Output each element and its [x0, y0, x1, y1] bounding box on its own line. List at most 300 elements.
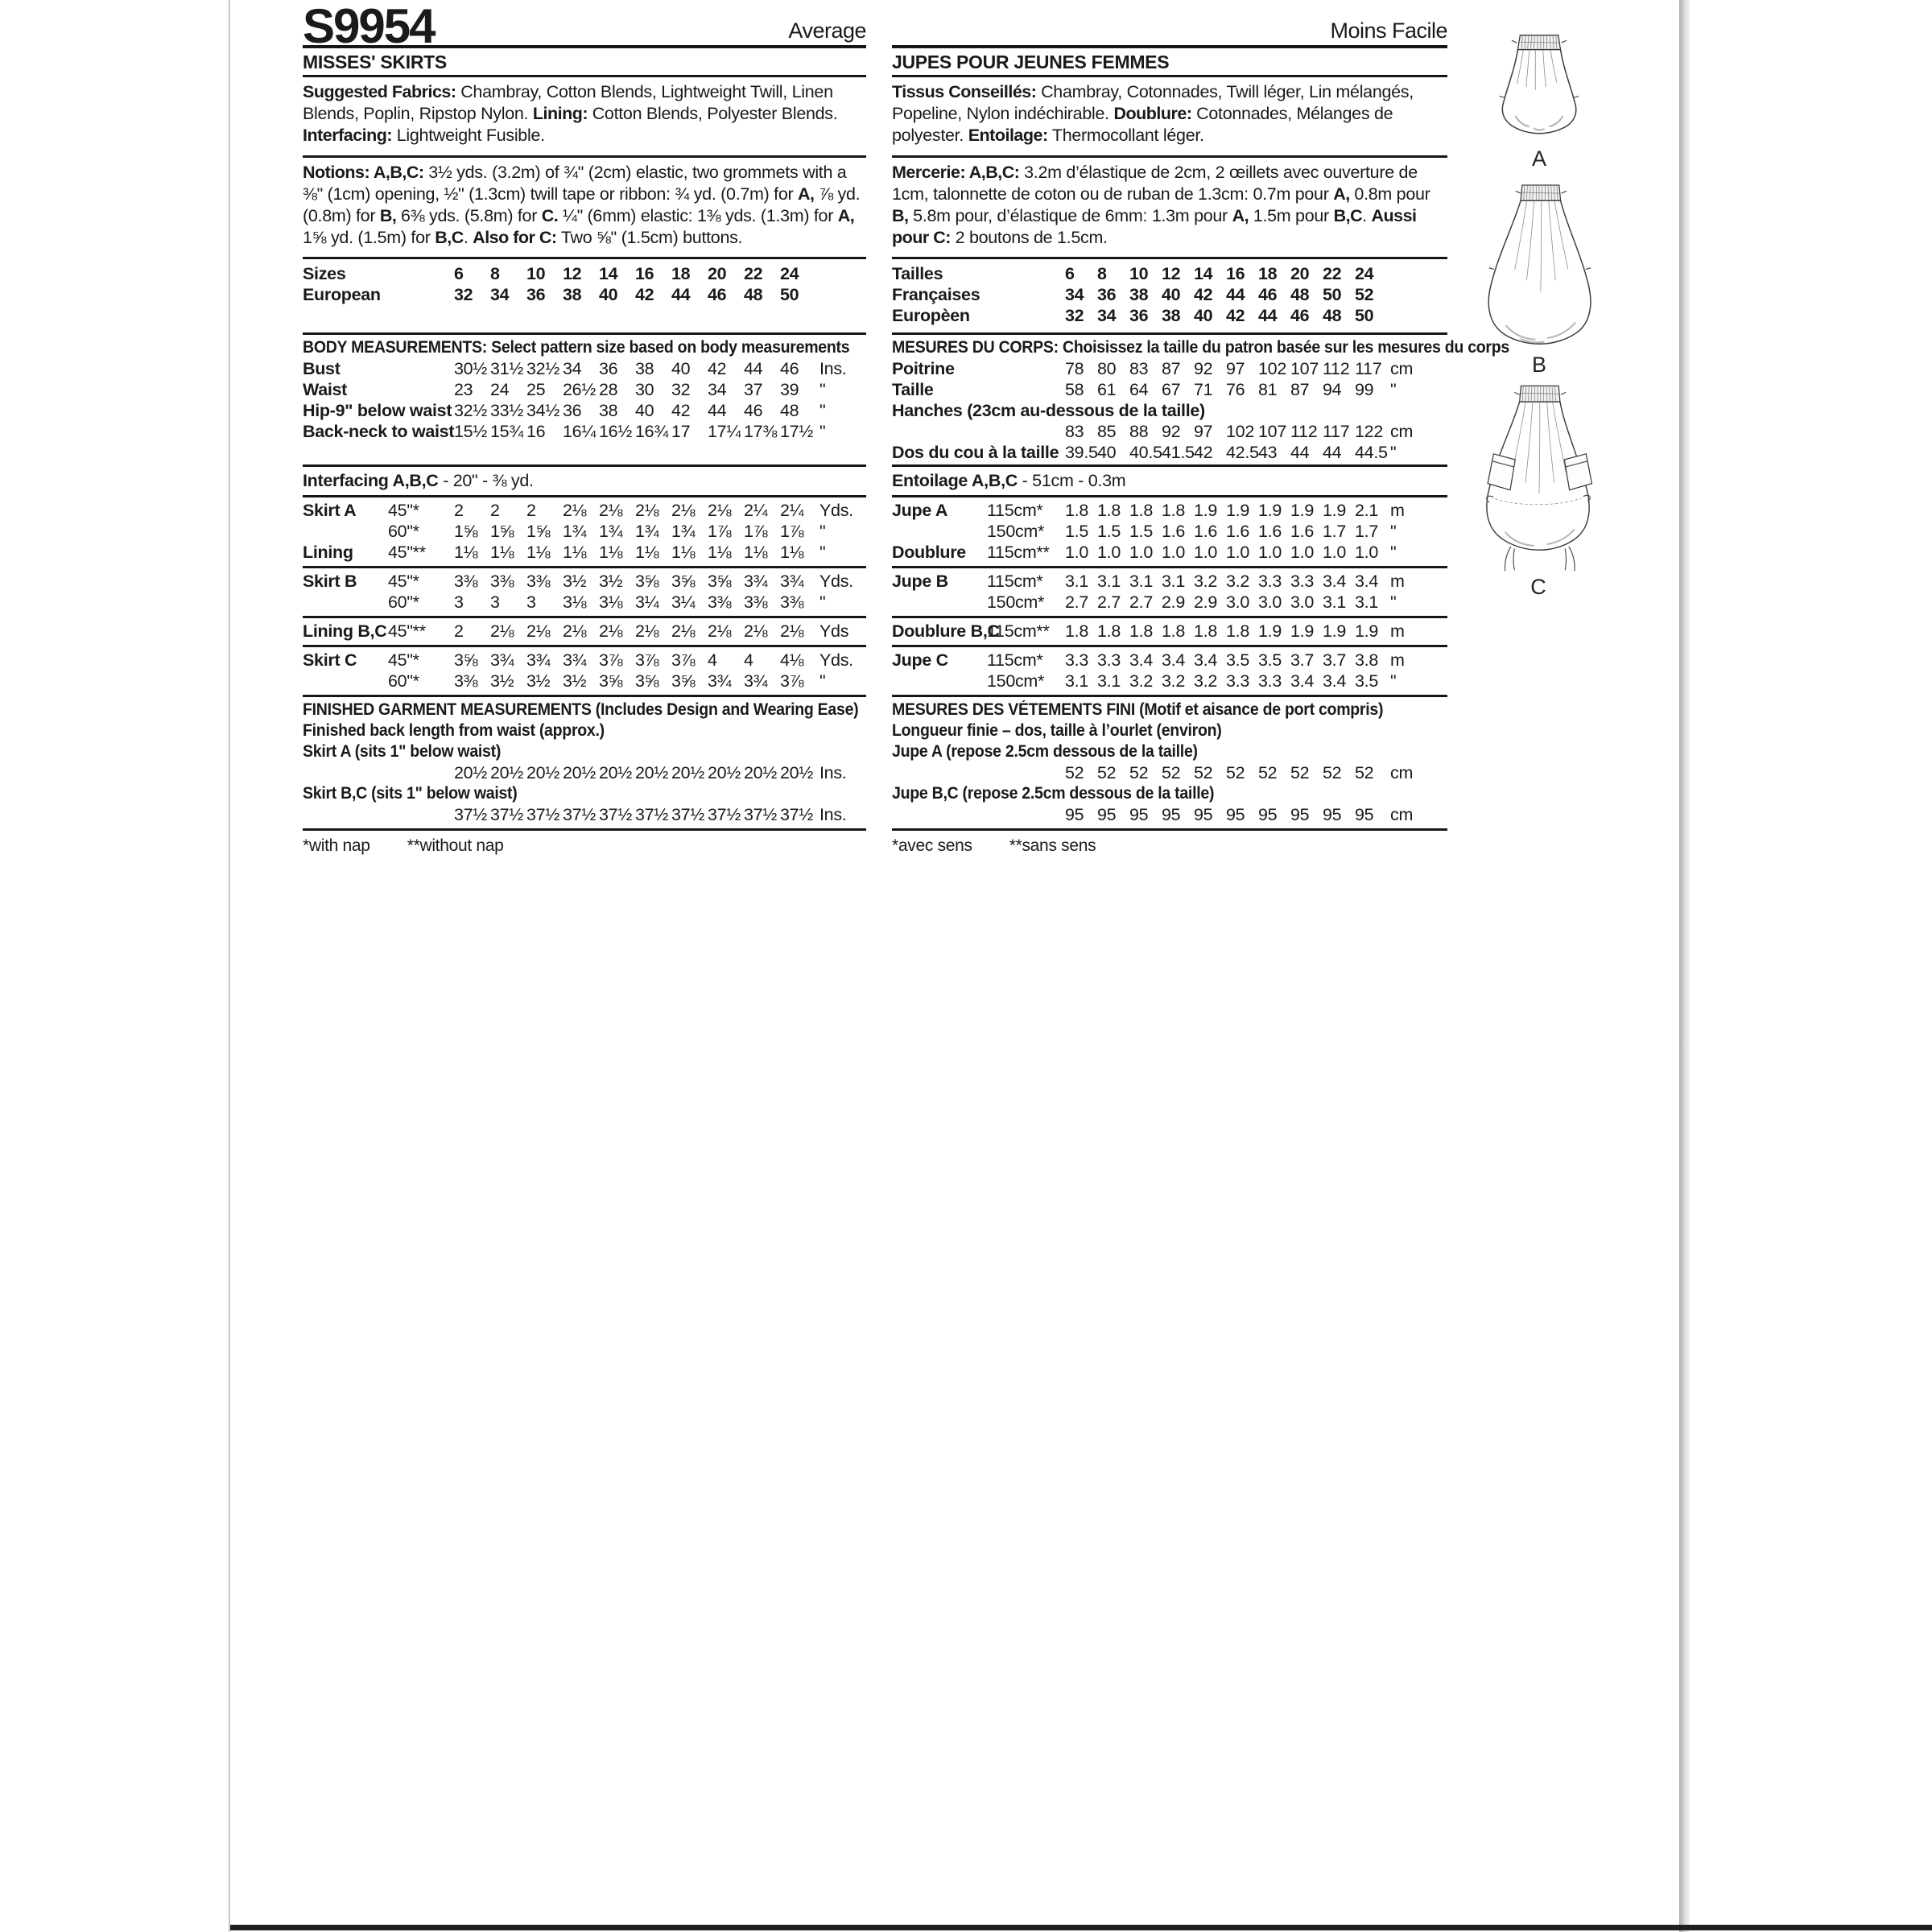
table-row	[892, 400, 1447, 421]
table-row	[303, 263, 866, 284]
value-cell: 3⅝	[454, 650, 478, 670]
value-cell: 88	[1129, 422, 1149, 441]
value-cell: 37½	[454, 805, 487, 824]
value-cell: 83	[1129, 359, 1149, 378]
value-cell: 92	[1162, 422, 1181, 441]
unit-cell: Ins.	[819, 359, 847, 378]
value-cell: 39	[780, 380, 799, 399]
value-cell: 2¼	[780, 501, 804, 520]
footnote-sans-sens: **sans sens	[1009, 836, 1096, 855]
finished-item-label: Jupe A (repose 2.5cm dessous de la taille)	[892, 742, 1198, 761]
value-cell: 2⅛	[744, 621, 768, 641]
value-cell: 32½	[526, 359, 559, 378]
interfacing-heading-en: Interfacing A,B,C - 20" - ⅜ yd.	[303, 471, 534, 490]
unit-cell: "	[1390, 671, 1397, 691]
value-cell: 42	[671, 401, 691, 420]
unit-cell: "	[1390, 380, 1397, 399]
value-cell: 44	[744, 359, 763, 378]
fabric-width: 150cm*	[987, 671, 1045, 691]
fabric-width: 115cm**	[987, 621, 1050, 641]
table-row	[892, 762, 1447, 783]
value-cell: 18	[671, 264, 691, 283]
value-cell: 20½	[780, 763, 813, 782]
body-measurements-heading-fr: MESURES DU CORPS: Choisissez la taille du patron basée sur les mesures du corps	[892, 338, 1509, 357]
value-cell: 2⅛	[671, 621, 696, 641]
value-cell: 1.0	[1226, 543, 1249, 562]
notions-en: Notions: A,B,C: 3½ yds. (3.2m) of ¾" (2cm) elastic, two grommets with a ⅜" (1cm) opening, ½" (1.3cm) twill tape or ribbon: ¾ yd. (0.7m) for A, ⅞ yd. (0.8m) for B, 6⅜ yds. (5.8m) for C. ¼" (6mm) elastic: 1⅜ yds. (1.3m) for A, 1⅝ yd. (1.5m) for B,C. Also for C: Two ⅝" (1.5cm) buttons.	[303, 155, 866, 257]
value-cell: 3½	[563, 671, 587, 691]
notions-fr: Mercerie: A,B,C: 3.2m d’élastique de 2cm, 2 œillets avec ouverture de 1cm, talonnette de coton ou de ruban de 1.3cm: 0.7m pour A, 0.8m pour B, 5.8m pour, d’élastique de 6mm: 1.3m pour A, 1.5m pour B,C. Aussi pour C: 2 boutons de 1.5cm.	[892, 155, 1447, 257]
value-cell: 95	[1323, 805, 1342, 824]
value-cell: 50	[1323, 285, 1342, 304]
value-cell: 3.3	[1097, 650, 1121, 670]
value-cell: 83	[1065, 422, 1084, 441]
row-label: Lining	[303, 543, 353, 562]
unit-cell: cm	[1390, 805, 1414, 824]
value-cell: 20½	[599, 763, 632, 782]
value-cell: 48	[1290, 285, 1310, 304]
value-cell: 38	[1129, 285, 1149, 304]
header-fr	[892, 8, 1447, 45]
finished-heading-en: FINISHED GARMENT MEASUREMENTS (Includes Design and Wearing Ease)	[303, 700, 859, 719]
value-cell: 2	[454, 501, 464, 520]
value-cell: 20½	[563, 763, 596, 782]
value-cell: 1⅝	[490, 522, 514, 541]
value-cell: 52	[1323, 763, 1342, 782]
value-cell: 6	[454, 264, 464, 283]
value-cell: 2⅛	[563, 621, 587, 641]
value-cell: 3¾	[708, 671, 732, 691]
value-cell: 2.1	[1355, 501, 1378, 520]
interfacing-heading-fr: Entoilage A,B,C - 51cm - 0.3m	[892, 471, 1126, 490]
page-left-edge	[229, 0, 230, 1932]
yardage-table-en	[303, 464, 866, 695]
value-cell: 1.8	[1129, 501, 1153, 520]
value-cell: 52	[1355, 285, 1374, 304]
fabric-width: 60"*	[388, 671, 419, 691]
finished-item-label: Jupe B,C (repose 2.5cm dessous de la taille)	[892, 784, 1215, 803]
fabric-width: 115cm*	[987, 572, 1043, 591]
unit-cell: "	[819, 422, 826, 441]
value-cell: 3.4	[1290, 671, 1314, 691]
value-cell: 2	[454, 621, 464, 641]
unit-cell: "	[1390, 522, 1397, 541]
value-cell: 1⅞	[708, 522, 732, 541]
table-row	[892, 358, 1447, 379]
value-cell: 3.5	[1355, 671, 1378, 691]
suggested-fabrics-fr: Tissus Conseillés: Chambray, Cotonnades, Twill léger, Lin mélangés, Popeline, Nylon indéchirable. Doublure: Cotonnades, Mélanges de polyester. Entoilage: Thermocollant léger.	[892, 75, 1447, 155]
value-cell: 3.0	[1258, 592, 1282, 612]
row-label	[303, 804, 454, 825]
unit-cell: "	[819, 671, 826, 691]
value-cell: 3.8	[1355, 650, 1378, 670]
sizes-table-fr	[892, 257, 1447, 332]
value-cell: 2.9	[1162, 592, 1185, 612]
fabric-width: 45"*	[388, 650, 419, 670]
value-cell: 48	[780, 401, 799, 420]
value-cell: 95	[1097, 805, 1117, 824]
fabric-width: 45"**	[388, 543, 426, 562]
footnote-fr	[892, 828, 1447, 856]
value-cell: 20½	[635, 763, 668, 782]
unit-cell: cm	[1390, 359, 1414, 378]
yardage-group	[892, 616, 1447, 645]
value-cell: 2.7	[1129, 592, 1153, 612]
value-cell: 26½	[563, 380, 596, 399]
value-cell: 3.4	[1355, 572, 1378, 591]
value-cell: 3.5	[1226, 650, 1249, 670]
value-cell: 3⅜	[454, 671, 478, 691]
finished-measurements-fr	[892, 695, 1447, 828]
value-cell: 112	[1323, 359, 1350, 378]
value-cell: 37½	[635, 805, 668, 824]
value-cell: 3.1	[1097, 572, 1121, 591]
unit-cell: "	[1390, 443, 1397, 462]
value-cell: 1.9	[1194, 501, 1217, 520]
value-cell: 112	[1290, 422, 1318, 441]
value-cell: 95	[1129, 805, 1149, 824]
finished-subheading-en: Finished back length from waist (approx.)	[303, 721, 605, 740]
value-cell: 40	[1097, 443, 1117, 462]
value-cell: 3.5	[1258, 650, 1282, 670]
finished-item-label: Skirt B,C (sits 1" below waist)	[303, 784, 518, 803]
value-cell: 3¾	[744, 671, 768, 691]
value-cell: 23	[454, 380, 473, 399]
value-cell: 34	[563, 359, 582, 378]
row-label: Doublure B,C	[892, 621, 1000, 641]
value-cell: 122	[1355, 422, 1383, 441]
value-cell: 3.1	[1323, 592, 1346, 612]
value-cell: 95	[1162, 805, 1181, 824]
value-cell: 87	[1290, 380, 1310, 399]
value-cell: 1.6	[1194, 522, 1217, 541]
table-row	[892, 421, 1447, 442]
table-row	[303, 421, 866, 442]
row-label	[303, 521, 388, 542]
yardage-group	[303, 645, 866, 695]
value-cell: 42	[708, 359, 727, 378]
value-cell: 30½	[454, 359, 487, 378]
value-cell: 3½	[563, 572, 587, 591]
value-cell: 3.1	[1065, 671, 1088, 691]
yardage-group	[892, 645, 1447, 695]
value-cell: 44	[1290, 443, 1310, 462]
value-cell: 34½	[526, 401, 559, 420]
value-cell: 25	[526, 380, 546, 399]
skirt-view-a	[1489, 31, 1589, 171]
value-cell: 76	[1226, 380, 1245, 399]
value-cell: 1.0	[1194, 543, 1217, 562]
value-cell: 87	[1162, 359, 1181, 378]
unit-cell: Yds.	[819, 650, 853, 670]
value-cell: 2	[490, 501, 500, 520]
value-cell: 95	[1258, 805, 1278, 824]
footnote-en	[303, 828, 866, 856]
value-cell: 1.8	[1194, 621, 1217, 641]
value-cell: 1.6	[1290, 522, 1314, 541]
value-cell: 42	[1194, 443, 1213, 462]
value-cell: 52	[1097, 763, 1117, 782]
finished-items-fr	[892, 741, 1447, 825]
difficulty-label-fr: Moins Facile	[1330, 19, 1447, 43]
value-cell: 37½	[599, 805, 632, 824]
body-measurements-rows-en	[303, 358, 866, 442]
value-cell: 1.7	[1355, 522, 1378, 541]
unit-cell: Ins.	[819, 763, 847, 782]
value-cell: 3⅜	[490, 572, 514, 591]
table-row	[303, 542, 866, 563]
value-cell: 46	[1290, 306, 1310, 325]
value-cell: 32	[671, 380, 691, 399]
value-cell: 40	[1194, 306, 1213, 325]
value-cell: 16¾	[635, 422, 668, 441]
value-cell: 1⅛	[635, 543, 659, 562]
value-cell: 1.5	[1065, 522, 1088, 541]
table-row	[892, 442, 1447, 463]
fabric-width: 150cm*	[987, 522, 1045, 541]
value-cell: 85	[1097, 422, 1117, 441]
value-cell: 3¾	[490, 650, 514, 670]
value-cell: 1.5	[1129, 522, 1153, 541]
row-label	[303, 592, 388, 613]
unit-cell: m	[1390, 650, 1405, 670]
value-cell: 81	[1258, 380, 1278, 399]
value-cell: 37½	[708, 805, 741, 824]
row-label: Jupe C	[892, 650, 948, 670]
value-cell: 38	[635, 359, 654, 378]
value-cell: 3⅝	[635, 572, 659, 591]
value-cell: 17	[671, 422, 691, 441]
value-cell: 16½	[599, 422, 632, 441]
value-cell: 3.3	[1065, 650, 1088, 670]
difficulty-label-en: Average	[788, 19, 866, 43]
value-cell: 31½	[490, 359, 523, 378]
value-cell: 52	[1194, 763, 1213, 782]
row-label: Skirt A	[303, 501, 357, 520]
body-measurements-en	[303, 332, 866, 464]
value-cell: 2¼	[744, 501, 768, 520]
value-cell: 3.7	[1323, 650, 1346, 670]
value-cell: 43	[1258, 443, 1278, 462]
table-row	[303, 358, 866, 379]
row-label	[892, 671, 987, 691]
table-row	[892, 284, 1447, 305]
value-cell: 44	[1226, 285, 1245, 304]
value-cell: 1⅝	[526, 522, 551, 541]
value-cell: 34	[708, 380, 727, 399]
value-cell: 1.8	[1097, 501, 1121, 520]
table-row	[892, 379, 1447, 400]
fabric-width: 45"*	[388, 572, 419, 591]
value-cell: 36	[1097, 285, 1117, 304]
table-row	[892, 671, 1447, 691]
value-cell: 42	[1226, 306, 1245, 325]
value-cell: 40	[671, 359, 691, 378]
value-cell: 2⅛	[563, 501, 587, 520]
value-cell: 1.0	[1355, 543, 1378, 562]
table-row	[892, 500, 1447, 521]
table-row	[892, 650, 1447, 671]
value-cell: 1.8	[1065, 501, 1088, 520]
fabric-width: 45"**	[388, 621, 426, 641]
value-cell: 3⅜	[744, 592, 768, 612]
value-cell: 37	[744, 380, 763, 399]
row-label	[303, 671, 388, 691]
value-cell: 3.2	[1162, 671, 1185, 691]
value-cell: 3.1	[1097, 671, 1121, 691]
value-cell: 3⅞	[635, 650, 659, 670]
value-cell: 40	[1162, 285, 1181, 304]
row-label: Jupe B	[892, 572, 948, 591]
finished-items-en	[303, 741, 866, 825]
row-label: Lining B,C	[303, 621, 387, 641]
value-cell: 44.5	[1355, 443, 1388, 462]
value-cell: 38	[1162, 306, 1181, 325]
value-cell: 61	[1097, 380, 1117, 399]
value-cell: 3.2	[1226, 572, 1249, 591]
value-cell: 1.0	[1097, 543, 1121, 562]
unit-cell: "	[819, 401, 826, 420]
unit-cell: "	[1390, 592, 1397, 612]
table-row	[303, 650, 866, 671]
value-cell: 52	[1290, 763, 1310, 782]
value-cell: 3⅜	[708, 592, 732, 612]
value-cell: 1.0	[1065, 543, 1088, 562]
value-cell: 24	[490, 380, 510, 399]
value-cell: 3⅝	[671, 671, 696, 691]
value-cell: 34	[1097, 306, 1117, 325]
value-cell: 42	[635, 285, 654, 304]
value-cell: 107	[1258, 422, 1286, 441]
row-label	[892, 762, 1065, 783]
value-cell: 28	[599, 380, 618, 399]
value-cell: 2⅛	[635, 501, 659, 520]
value-cell: 20½	[708, 763, 741, 782]
value-cell: 71	[1194, 380, 1213, 399]
value-cell: 8	[1097, 264, 1107, 283]
unit-cell	[1387, 305, 1447, 326]
value-cell: 2⅛	[780, 621, 804, 641]
value-cell: 1.6	[1226, 522, 1249, 541]
value-cell: 3⅝	[671, 572, 696, 591]
row-label	[303, 762, 454, 783]
skirt-view-b	[1476, 180, 1602, 378]
value-cell: 37½	[780, 805, 813, 824]
header-en	[303, 0, 866, 53]
value-cell: 20½	[671, 763, 704, 782]
fabric-width: 150cm*	[987, 592, 1045, 612]
value-cell: 46	[744, 401, 763, 420]
value-cell: 1.9	[1258, 501, 1282, 520]
table-row	[892, 521, 1447, 542]
value-cell: 34	[1065, 285, 1084, 304]
fabric-width: 115cm*	[987, 501, 1043, 520]
fabric-width: 115cm**	[987, 543, 1050, 562]
value-cell: 1⅛	[599, 543, 623, 562]
value-cell: 3⅝	[599, 671, 623, 691]
value-cell: 1¾	[635, 522, 659, 541]
value-cell: 37½	[744, 805, 777, 824]
value-cell: 1.7	[1323, 522, 1346, 541]
value-cell: 3½	[526, 671, 551, 691]
value-cell: 3.3	[1226, 671, 1249, 691]
value-cell: 17¼	[708, 422, 741, 441]
unit-cell: cm	[1390, 763, 1414, 782]
yardage-group	[892, 566, 1447, 616]
view-label-b: B	[1531, 353, 1546, 377]
unit-cell: "	[819, 543, 826, 562]
value-cell: 16	[635, 264, 654, 283]
finished-measurements-en	[303, 695, 866, 828]
value-cell: 50	[780, 285, 799, 304]
value-cell: 92	[1194, 359, 1213, 378]
value-cell: 44	[1323, 443, 1342, 462]
value-cell: 46	[780, 359, 799, 378]
title-en: MISSES' SKIRTS	[303, 45, 866, 75]
value-cell: 20½	[454, 763, 487, 782]
value-cell: 3.0	[1226, 592, 1249, 612]
fabric-width: 45"*	[388, 501, 419, 520]
value-cell: 3½	[599, 572, 623, 591]
table-row	[892, 571, 1447, 592]
yardage-group	[303, 495, 866, 566]
unit-cell: "	[819, 380, 826, 399]
value-cell: 3.3	[1290, 572, 1314, 591]
table-row	[303, 379, 866, 400]
yardage-group	[892, 495, 1447, 566]
unit-cell: Yds.	[819, 572, 853, 591]
value-cell: 3	[526, 592, 536, 612]
body-measurements-rows-fr	[892, 358, 1447, 463]
value-cell: 4	[708, 650, 717, 670]
table-row	[892, 621, 1447, 642]
value-cell: 15½	[454, 422, 487, 441]
value-cell: 1.9	[1355, 621, 1378, 641]
value-cell: 3⅞	[671, 650, 696, 670]
value-cell: 102	[1226, 422, 1254, 441]
value-cell: 46	[708, 285, 727, 304]
skirt-a-illustration	[1489, 31, 1589, 145]
finished-subheading-fr: Longueur finie – dos, taille à l’ourlet (environ)	[892, 721, 1222, 740]
yardage-group	[303, 566, 866, 616]
value-cell: 38	[599, 401, 618, 420]
value-cell: 36	[563, 401, 582, 420]
value-cell: 18	[1258, 264, 1278, 283]
value-cell: 36	[599, 359, 618, 378]
value-cell: 3	[490, 592, 500, 612]
value-cell: 2.7	[1065, 592, 1088, 612]
value-cell: 2⅛	[526, 621, 551, 641]
value-cell: 37½	[563, 805, 596, 824]
value-cell: 20½	[490, 763, 523, 782]
value-cell: 1.8	[1162, 621, 1185, 641]
row-label: Taille	[892, 380, 934, 399]
row-label: Bust	[303, 359, 341, 378]
page-right-edge-shadow	[1679, 0, 1690, 1932]
value-cell: 3.1	[1162, 572, 1185, 591]
unit-cell: Ins.	[819, 805, 847, 824]
unit-cell: Yds	[819, 621, 849, 641]
value-cell: 52	[1129, 763, 1149, 782]
value-cell: 1.0	[1129, 543, 1153, 562]
row-label	[892, 804, 1065, 825]
value-cell: 58	[1065, 380, 1084, 399]
row-label: Hip-9" below waist	[303, 401, 452, 420]
value-cell: 4	[744, 650, 753, 670]
value-cell: 3⅛	[599, 592, 623, 612]
value-cell: 2⅛	[490, 621, 514, 641]
table-row	[892, 592, 1447, 613]
